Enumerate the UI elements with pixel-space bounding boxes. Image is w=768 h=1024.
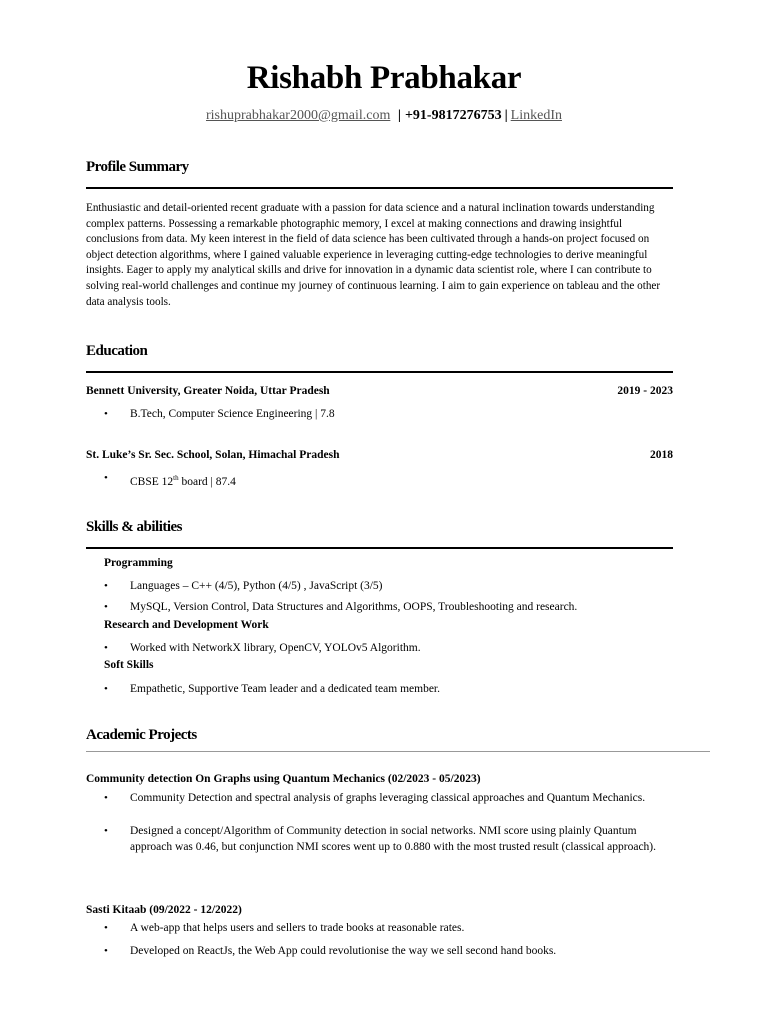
bullet-icon: • (104, 683, 108, 695)
skill-category-title: Soft Skills (104, 659, 154, 671)
skill-text: MySQL, Version Control, Data Structures and Algorithms, OOPS, Troubleshooting and research. (130, 601, 578, 613)
bullet-icon: • (104, 472, 108, 484)
skill-text: Empathetic, Supportive Team leader and a dedicated team member. (130, 683, 441, 695)
bullet-icon: • (104, 642, 108, 654)
project-point: A web-app that helps users and sellers to trade books at reasonable rates. (130, 922, 465, 934)
section-title-skills: Skills & abilities (86, 519, 183, 535)
education-entry-header (86, 449, 673, 461)
section-divider (86, 547, 673, 549)
project-title: Community detection On Graphs using Quantum Mechanics (02/2023 - 05/2023) (86, 773, 481, 785)
section-divider (86, 751, 710, 752)
profile-summary-text: Enthusiastic and detail-oriented recent graduate with a passion for data science and a natural inclination towards understanding complex patterns. Possessing a remarkable photographic memory, I excel at making connections and drawing insightful conclusions from data. My keen interest in the field of data science has been cultivated through a hands-on project focused on object detection algorithms, where I gained valuable experience in leveraging cutting-edge technologies to derive meaningful insights. Eager to apply my analytical skills and drive for innovation in a dynamic data scientist role, where I can contribute to solving real-world challenges and continue my journey of continuous learning. I aim to gain experience on tableau and the other data analysis tools. (86, 202, 661, 308)
education-detail: B.Tech, Computer Science Engineering | 7.8 (130, 408, 335, 420)
candidate-name: Rishabh Prabhakar (246, 60, 522, 96)
bullet-icon: • (104, 601, 108, 613)
section-divider (86, 371, 673, 373)
section-title-profile: Profile Summary (86, 159, 189, 175)
bullet-icon: • (104, 922, 108, 934)
education-detail: CBSE 12th board | 87.4 (130, 474, 236, 488)
skill-text: Worked with NetworkX library, OpenCV, YOLOv5 Algorithm. (130, 642, 421, 654)
school-name: Bennett University, Greater Noida, Uttar Pradesh (86, 385, 330, 397)
skill-text: Languages – C++ (4/5), Python (4/5) , JavaScript (3/5) (130, 580, 383, 592)
project-title: Sasti Kitaab (09/2022 - 12/2022) (86, 904, 242, 916)
school-name: St. Luke’s Sr. Sec. School, Solan, Himachal Pradesh (86, 449, 340, 461)
skill-category-title: Programming (104, 557, 173, 569)
project-point: Designed a concept/Algorithm of Community detection in social networks. NMI score using plainly Quantum approach was 0.46, but conjunction NMI scores went up to 0.880 with the most trusted result (classical approach). (130, 825, 657, 853)
linkedin-link[interactable]: LinkedIn (510, 108, 562, 123)
section-title-education: Education (86, 343, 148, 359)
education-years: 2019 - 2023 (617, 385, 673, 397)
contact-line (0, 108, 768, 124)
bullet-icon: • (104, 580, 108, 592)
phone-number: +91-9817276753 (404, 108, 502, 123)
bullet-icon: • (104, 792, 108, 804)
bullet-icon: • (104, 825, 108, 837)
section-divider (86, 187, 673, 189)
separator: | (504, 108, 508, 123)
bullet-icon: • (104, 408, 108, 420)
email-link[interactable]: rishuprabhakar2000@gmail.com (205, 108, 391, 123)
bullet-icon: • (104, 945, 108, 957)
skill-category-title: Research and Development Work (104, 619, 269, 631)
education-entry-header (86, 385, 673, 397)
education-years: 2018 (650, 449, 673, 461)
project-point: Community Detection and spectral analysis of graphs leveraging classical approaches and Quantum Mechanics. (130, 792, 646, 804)
project-point: Developed on ReactJs, the Web App could revolutionise the way we sell second hand books. (130, 945, 557, 957)
separator: | (397, 108, 401, 123)
section-title-projects: Academic Projects (86, 727, 197, 743)
